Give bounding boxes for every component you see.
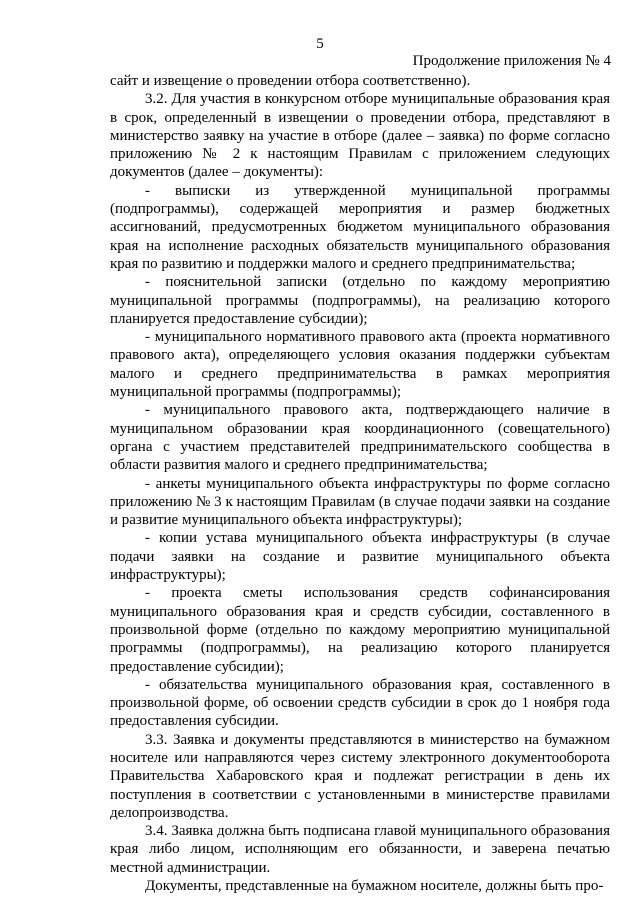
paragraph-3-4: 3.4. Заявка должна быть подписана главой муниципального образования края либо лицом, исполняющим его обязанности, и заверена печатью местной администрации. [110,823,610,876]
list-item-questionnaire: - анкеты муниципального объекта инфраструктуры по форме согласно приложению № 3 к настоящим Правилам (в случае подачи заявки на создание и развитие муниципального объекта инфраструктуры); [110,475,610,529]
list-item-legal-act: - муниципального правового акта, подтверждающего наличие в муниципальном образовании края координационного (совещательного) органа с участием представителей предпринимательского сообщества в области развития малого и среднего предпринимательства; [110,402,610,474]
paragraph-3-2: 3.2. Для участия в конкурсном отборе муниципальные образования края в срок, определенный в извещении о проведении отбора, представляют в министерство заявку на участие в отборе (далее – заявка) по форме согласно приложению № 2 к настоящим Правилам с приложением следующих документов (далее – документы): [110,91,610,181]
document-body [110,72,610,895]
paragraph-3-3: 3.3. Заявка и документы представляются в министерство на бумажном носителе или направляются через систему электронного документооборота Правительства Хабаровского края и подлежат регистрации в день их поступления в соответствии с установленными в министерстве правилами делопроизводства. [110,731,610,821]
list-item-cost-estimate: - проекта сметы использования средств софинансирования муниципального образования края и средств субсидии, составленного в произвольной форме (отдельно по каждому мероприятию муниципальной программы (подпрограммы), на реализацию которого планируется предоставление субсидии); [110,585,610,675]
page-number: 5 [316,36,324,52]
paragraph-continuation: сайт и извещение о проведении отбора соответственно). [110,73,471,89]
list-item-charter-copy: - копии устава муниципального объекта инфраструктуры (в случае подачи заявки на создание и развитие муниципального объекта инфраструктуры); [110,530,610,584]
paragraph-documents: Документы, представленные на бумажном носителе, должны быть про- [145,878,604,895]
list-item-obligation: - обязательства муниципального образования края, составленного в произвольной форме, об освоении средств субсидии в срок до 1 ноября года предоставления субсидии. [110,676,610,730]
list-item-program-extract: - выписки из утвержденной муниципальной программы (подпрограммы), содержащей мероприятия и размер бюджетных ассигнований, предусмотренных бюджетом муниципального образования края на исполнение расходных обязательств муниципального образования края по развитию и поддержки малого и среднего предпринимательства; [110,182,610,272]
list-item-normative-act: - муниципального нормативного правового акта (проекта нормативного правового акта), определяющего условия оказания поддержки субъектам малого и среднего предпринимательства в рамках мероприятия муниципальной программы (подпрограммы); [110,329,610,401]
list-item-explanatory-note: - пояснительной записки (отдельно по каждому мероприятию муниципальной программы (подпрограммы), на реализацию которого планируется предоставление субсидии); [110,274,610,327]
appendix-continuation-note: Продолжение приложения № 4 [412,53,611,69]
